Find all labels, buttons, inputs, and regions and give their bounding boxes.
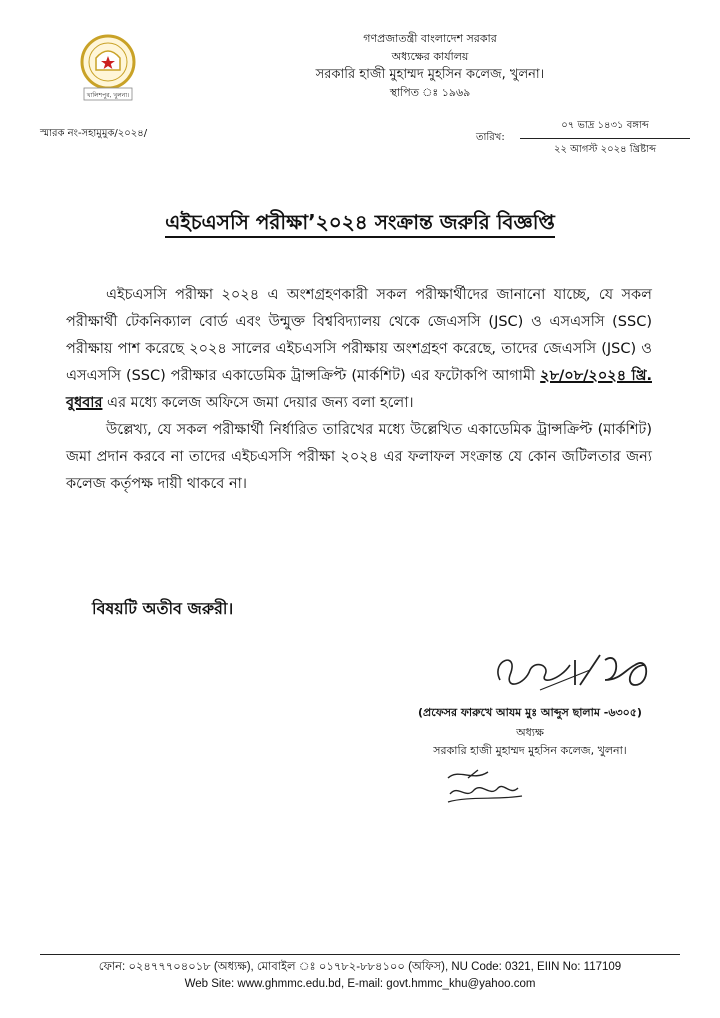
signatory-name: (প্রফেসর ফারুখে আযম মুঃ আব্দুস ছালাম -৬৩০৫) bbox=[418, 706, 642, 719]
date-bangla: ০৭ ভাদ্র ১৪৩১ বঙ্গাব্দ bbox=[520, 116, 690, 139]
date-gregorian: ২২ আগস্ট ২০২৪ খ্রিষ্টাব্দ bbox=[553, 144, 657, 155]
established: স্থাপিত ঃ ১৯৬৯ bbox=[389, 86, 471, 99]
signature-block bbox=[380, 640, 680, 810]
letterhead bbox=[220, 30, 640, 102]
footer-contact: ফোন: ০২৪৭৭৭০৪০১৮ (অধ্যক্ষ), মোবাইল ঃ ০১৭৮২-৮৮৪১০০ (অফিস), NU Code: 0321, EIIN No: 117109 bbox=[98, 961, 622, 973]
notice-title-text: এইচএসসি পরীক্ষা’২০২৪ সংক্রান্ত জরুরি বিজ্ঞপ্তি bbox=[165, 210, 555, 238]
p1-text-end: এর মধ্যে কলেজ অফিসে জমা দেয়ার জন্য বলা হলো। bbox=[102, 395, 414, 411]
signatory-college: সরকারি হাজী মুহাম্মদ মুহসিন কলেজ, খুলনা। bbox=[433, 744, 627, 757]
p1-text: এইচএসসি পরীক্ষা ২০২৪ এ অংশগ্রহণকারী সকল পরীক্ষার্থীদের জানানো যাচ্ছে, যে সকল পরীক্ষার্থী টেকনিক্যাল বোর্ড এবং উন্মুক্ত বিশ্ববিদ্যালয় থেকে জেএসসি (JSC) ও এসএসসি (SSC) পরীক্ষায় পাশ করেছে ২০২৪ সালের এইচএসসি পরীক্ষায় অংশগ্রহণ করেছে, তাদের জেএসসি (JSC) ও এসএসসি (SSC) পরীক্ষার একাডেমিক ট্রান্সক্রিপ্ট (মার্কশিট) এর ফটোকপি আগামী bbox=[66, 287, 652, 384]
signature-image bbox=[480, 640, 680, 700]
deadline-date: ২৮/০৮/২০২৪ খ্রি. বুধবার bbox=[66, 368, 652, 411]
footer bbox=[40, 954, 680, 993]
paragraph-1 bbox=[66, 282, 652, 417]
date-label: তারিখ: bbox=[476, 132, 505, 143]
govt-name: গণপ্রজাতন্ত্রী বাংলাদেশ সরকার bbox=[363, 32, 497, 45]
logo-caption: খালিশপুর, খুলনা। bbox=[86, 92, 130, 99]
footer-web: Web Site: www.ghmmc.edu.bd, E-mail: govt.hmmc_khu@yahoo.com bbox=[184, 978, 536, 990]
date-block bbox=[520, 116, 690, 159]
signatory-role: অধ্যক্ষ bbox=[516, 726, 544, 739]
notice-body bbox=[66, 282, 652, 498]
college-name: সরকারি হাজী মুহাম্মদ মুহসিন কলেজ, খুলনা। bbox=[315, 67, 545, 82]
initial-signature bbox=[438, 762, 528, 806]
office-name: অধ্যক্ষের কার্যালয় bbox=[391, 50, 469, 63]
notice-title bbox=[0, 208, 720, 241]
college-logo bbox=[72, 30, 144, 102]
urgent-note: বিষয়টি অতীব জরুরী। bbox=[92, 599, 234, 618]
memo-reference: স্মারক নং-সহামুমুক/২০২৪/ bbox=[40, 128, 148, 139]
paragraph-2: উল্লেখ্য, যে সকল পরীক্ষার্থী নির্ধারিত তারিখের মধ্যে উল্লেখিত একাডেমিক ট্রান্সক্রিপ্ট (মার্কশিট) জমা প্রদান করবে না তাদের এইচএসসি পরীক্ষা ২০২৪ এর ফলাফল সংক্রান্ত যে কোন জটিলতার জন্য কলেজ কর্তৃপক্ষ দায়ী থাকবে না। bbox=[66, 422, 652, 492]
